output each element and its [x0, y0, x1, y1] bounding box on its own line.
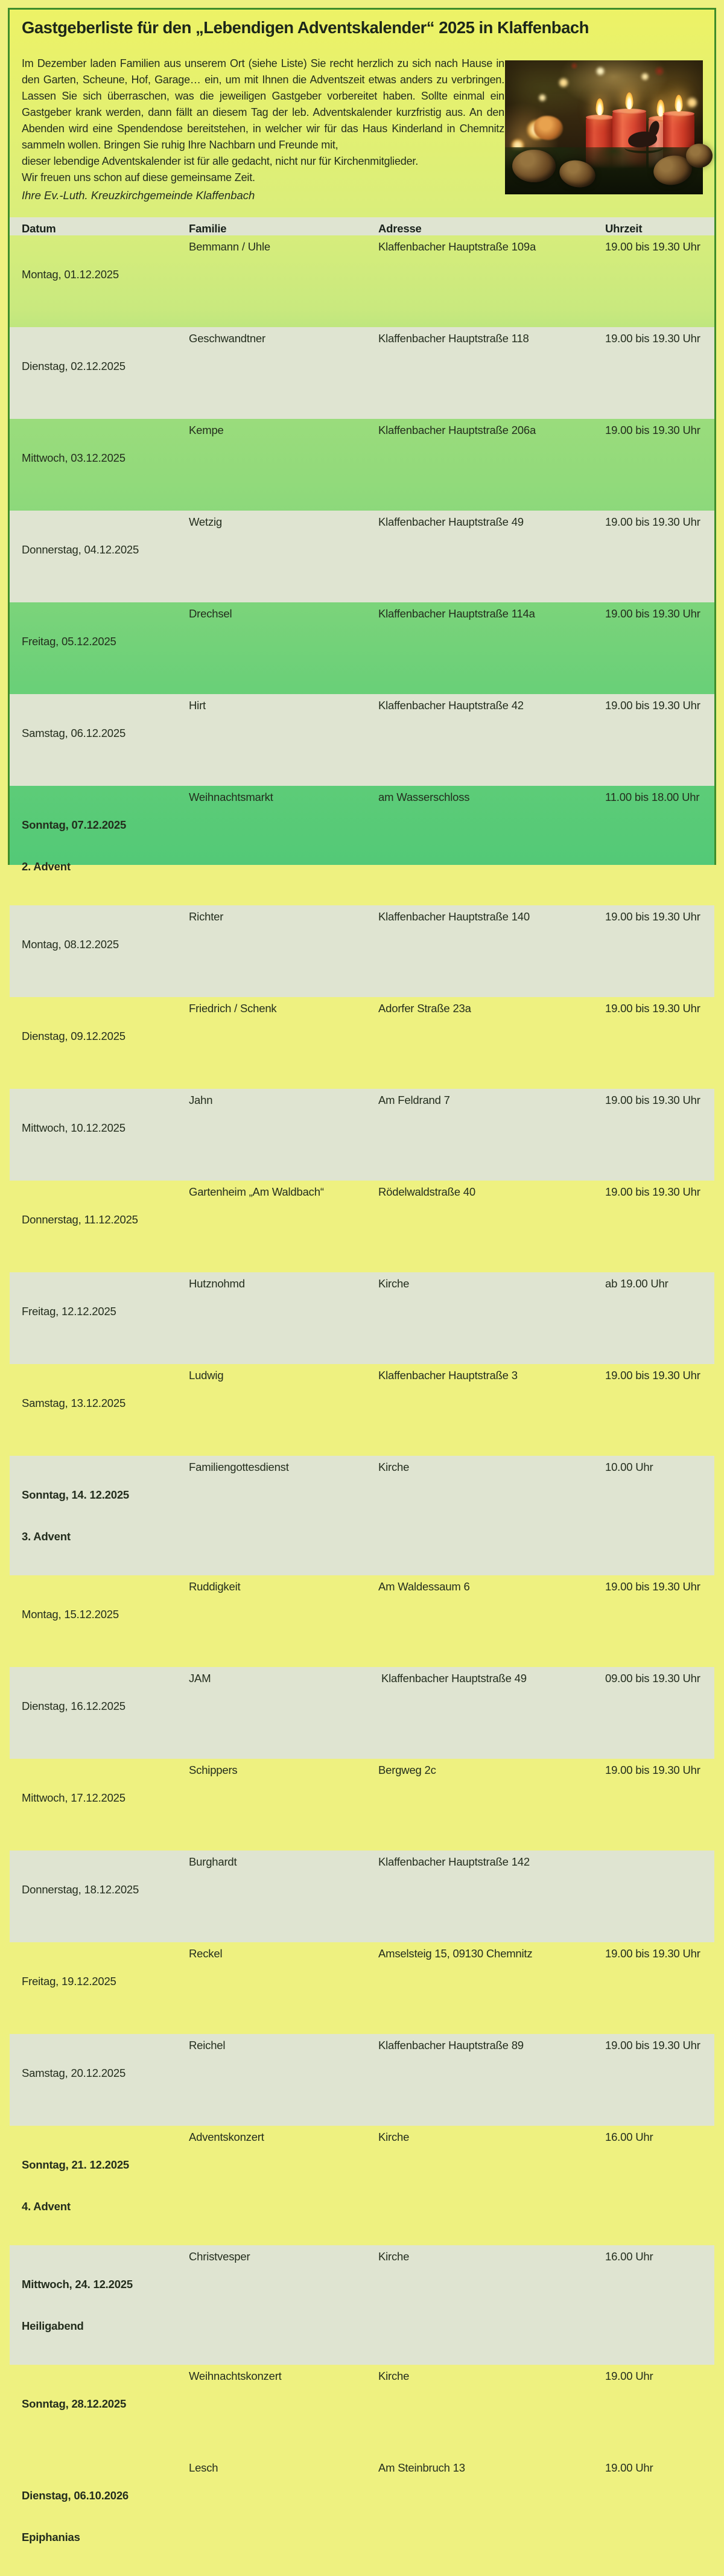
cell-uhrzeit: 19.00 bis 19.30 Uhr — [605, 607, 700, 620]
cell-datum: Samstag, 06.12.2025 — [22, 727, 126, 739]
cell-adresse: Klaffenbacher Hauptstraße 206a — [378, 424, 536, 436]
schedule-rows — [10, 235, 714, 2576]
cell-datum: Montag, 15.12.2025 — [22, 1608, 119, 1621]
pine-cone — [512, 150, 556, 182]
cell-adresse: Amselsteig 15, 09130 Chemnitz — [378, 1947, 533, 1960]
column-header-uhrzeit: Uhrzeit — [605, 222, 643, 235]
cell-adresse: Klaffenbacher Hauptstraße 142 — [378, 1855, 530, 1868]
column-header-adresse: Adresse — [378, 222, 422, 235]
cell-datum: Dienstag, 06.10.2026 Epiphanias — [22, 2489, 129, 2543]
cell-familie: Burghardt — [189, 1855, 237, 1868]
table-row — [10, 1851, 714, 1942]
table-row — [10, 905, 714, 997]
cell-uhrzeit: 19.00 bis 19.30 Uhr — [605, 1764, 700, 1776]
table-row — [10, 2456, 714, 2576]
cell-familie: Jahn — [189, 1094, 213, 1106]
cell-adresse: Am Waldessaum 6 — [378, 1580, 470, 1593]
cell-uhrzeit: 11.00 bis 18.00 Uhr — [605, 791, 700, 803]
table-row — [10, 1272, 714, 1364]
cell-familie: Familiengottesdienst — [189, 1461, 289, 1473]
table-row — [10, 997, 714, 1089]
table-row — [10, 2245, 714, 2365]
cell-adresse: Adorfer Straße 23a — [378, 1002, 471, 1015]
cell-datum: Montag, 08.12.2025 — [22, 938, 119, 951]
cell-uhrzeit: 19.00 bis 19.30 Uhr — [605, 424, 700, 436]
cell-datum: Dienstag, 02.12.2025 — [22, 360, 125, 372]
table-row — [10, 602, 714, 694]
cell-familie: Geschwandtner — [189, 332, 265, 345]
cell-uhrzeit — [605, 1851, 714, 1942]
bokeh-light — [595, 66, 605, 76]
cell-familie: Reichel — [189, 2039, 226, 2052]
cell-familie: Richter — [189, 910, 224, 923]
cell-adresse: Rödelwaldstraße 40 — [378, 1185, 475, 1198]
cell-datum: Mittwoch, 10.12.2025 — [22, 1121, 125, 1134]
candle-flame — [626, 92, 634, 109]
table-row — [10, 1575, 714, 1667]
cell-familie: Hutznohmd — [189, 1277, 245, 1290]
table-row — [10, 1667, 714, 1759]
cell-familie: Wetzig — [189, 515, 223, 528]
cell-uhrzeit: 19.00 bis 19.30 Uhr — [605, 1580, 700, 1593]
ornament-star — [534, 116, 563, 140]
column-header-datum: Datum — [22, 222, 56, 235]
table-row — [10, 235, 714, 327]
table-row — [10, 1089, 714, 1181]
table-header-row — [10, 217, 714, 235]
cell-datum: Sonntag, 28.12.2025 — [22, 2397, 127, 2410]
table-row — [10, 2126, 714, 2245]
cell-familie: Drechsel — [189, 607, 232, 620]
cell-familie: Friedrich / Schenk — [189, 1002, 277, 1015]
cell-uhrzeit: 19.00 bis 19.30 Uhr — [605, 1369, 700, 1382]
cell-uhrzeit: 10.00 Uhr — [605, 1461, 653, 1473]
table-row — [10, 786, 714, 905]
cell-datum: Dienstag, 09.12.2025 — [22, 1030, 125, 1042]
table-row — [10, 1181, 714, 1272]
cell-adresse: Kirche — [378, 2250, 410, 2263]
page-title: Gastgeberliste für den „Lebendigen Adventskalender“ 2025 in Klaffenbach — [22, 18, 589, 37]
cell-adresse: Kirche — [378, 2131, 410, 2143]
cell-familie: Hirt — [189, 699, 206, 712]
cell-adresse: am Wasserschloss — [378, 791, 470, 803]
cell-familie: Reckel — [189, 1947, 223, 1960]
cell-uhrzeit: 19.00 bis 19.30 Uhr — [605, 910, 700, 923]
cell-datum: Mittwoch, 24. 12.2025 Heiligabend — [22, 2278, 133, 2332]
cell-familie: Ruddigkeit — [189, 1580, 241, 1593]
cell-familie: Bemmann / Uhle — [189, 240, 270, 253]
cell-datum: Freitag, 05.12.2025 — [22, 635, 116, 648]
cell-uhrzeit: ab 19.00 Uhr — [605, 1277, 668, 1290]
cell-datum: Samstag, 13.12.2025 — [22, 1397, 126, 1409]
cell-datum: Freitag, 19.12.2025 — [22, 1975, 116, 1988]
bokeh-light — [686, 97, 698, 109]
candle-flame — [675, 95, 683, 112]
table-row — [10, 2034, 714, 2126]
cell-adresse: Bergweg 2c — [378, 1764, 436, 1776]
table-row — [10, 694, 714, 786]
cell-familie: Ludwig — [189, 1369, 224, 1382]
cell-adresse: Am Feldrand 7 — [378, 1094, 450, 1106]
table-row — [10, 1942, 714, 2034]
cell-uhrzeit: 19.00 bis 19.30 Uhr — [605, 1947, 700, 1960]
cell-familie: Weihnachtsmarkt — [189, 791, 273, 803]
table-row — [10, 1456, 714, 1575]
cell-familie: Schippers — [189, 1764, 238, 1776]
cell-datum: Sonntag, 21. 12.2025 4. Advent — [22, 2158, 130, 2213]
column-header-familie: Familie — [189, 222, 227, 235]
cell-familie: Gartenheim „Am Waldbach“ — [189, 1185, 324, 1198]
cell-uhrzeit: 19.00 bis 19.30 Uhr — [605, 332, 700, 345]
bokeh-light — [641, 72, 649, 81]
table-row — [10, 419, 714, 511]
cell-adresse: Kirche — [378, 1277, 410, 1290]
cell-uhrzeit: 19.00 bis 19.30 Uhr — [605, 1002, 700, 1015]
cell-uhrzeit: 19.00 bis 19.30 Uhr — [605, 240, 700, 253]
schedule-table — [10, 217, 714, 2576]
cell-adresse: Am Steinbruch 13 — [378, 2461, 465, 2474]
cell-familie: Christvesper — [189, 2250, 250, 2263]
cell-adresse: Klaffenbacher Hauptstraße 118 — [378, 332, 529, 345]
cell-familie: Weihnachtskonzert — [189, 2370, 282, 2382]
cell-adresse: Klaffenbacher Hauptstraße 140 — [378, 910, 530, 923]
cell-uhrzeit: 19.00 bis 19.30 Uhr — [605, 699, 700, 712]
cell-uhrzeit: 19.00 bis 19.30 Uhr — [605, 1094, 700, 1106]
cell-datum: Sonntag, 14. 12.2025 3. Advent — [22, 1488, 130, 1543]
bokeh-light — [538, 94, 547, 102]
cell-uhrzeit: 19.00 Uhr — [605, 2370, 653, 2382]
intro-paragraph — [22, 56, 504, 186]
cell-adresse: Kirche — [378, 1461, 410, 1473]
cell-familie: Lesch — [189, 2461, 218, 2474]
cell-adresse: Kirche — [378, 2370, 410, 2382]
advent-wreath-photo — [505, 60, 703, 194]
calendar-page — [8, 8, 716, 2543]
cell-uhrzeit: 09.00 bis 19.30 Uhr — [605, 1672, 700, 1685]
bokeh-light — [558, 77, 569, 88]
intro-text-line3: Wir freuen uns schon auf diese gemeinsame Zeit. — [22, 171, 255, 183]
cell-adresse: Klaffenbacher Hauptstraße 109a — [378, 240, 536, 253]
cell-uhrzeit: 19.00 bis 19.30 Uhr — [605, 1185, 700, 1198]
candle-flame — [596, 98, 604, 115]
cell-familie: JAM — [189, 1672, 211, 1685]
pine-cone — [686, 144, 713, 168]
cell-adresse: Klaffenbacher Hauptstraße 49 — [378, 1672, 527, 1685]
cell-adresse: Klaffenbacher Hauptstraße 89 — [378, 2039, 524, 2052]
table-row — [10, 511, 714, 602]
cell-datum: Donnerstag, 04.12.2025 — [22, 543, 139, 556]
intro-text-line2: dieser lebendige Adventskalender ist für alle gedacht, nicht nur für Kirchenmitglieder. — [22, 155, 418, 167]
cell-datum: Sonntag, 07.12.2025 2. Advent — [22, 818, 127, 873]
table-row — [10, 1759, 714, 1851]
cell-datum: Freitag, 12.12.2025 — [22, 1305, 116, 1318]
cell-datum: Donnerstag, 18.12.2025 — [22, 1883, 139, 1896]
cell-datum: Dienstag, 16.12.2025 — [22, 1700, 125, 1712]
cell-datum: Samstag, 20.12.2025 — [22, 2067, 126, 2079]
cell-datum: Mittwoch, 17.12.2025 — [22, 1791, 125, 1804]
cell-adresse: Klaffenbacher Hauptstraße 3 — [378, 1369, 518, 1382]
cell-uhrzeit: 16.00 Uhr — [605, 2131, 653, 2143]
cell-familie: Kempe — [189, 424, 224, 436]
cell-uhrzeit: 16.00 Uhr — [605, 2250, 653, 2263]
table-row — [10, 1364, 714, 1456]
cell-adresse: Klaffenbacher Hauptstraße 49 — [378, 515, 524, 528]
signature-line: Ihre Ev.-Luth. Kreuzkirchgemeinde Klaffenbach — [22, 189, 255, 202]
cell-uhrzeit: 19.00 Uhr — [605, 2461, 653, 2474]
cell-datum: Montag, 01.12.2025 — [22, 268, 119, 281]
table-row — [10, 327, 714, 419]
cell-adresse: Klaffenbacher Hauptstraße 114a — [378, 607, 535, 620]
cell-datum: Donnerstag, 11.12.2025 — [22, 1213, 138, 1226]
cell-uhrzeit: 19.00 bis 19.30 Uhr — [605, 515, 700, 528]
table-row — [10, 2365, 714, 2456]
cell-familie: Adventskonzert — [189, 2131, 264, 2143]
cell-adresse: Klaffenbacher Hauptstraße 42 — [378, 699, 524, 712]
cell-uhrzeit: 19.00 bis 19.30 Uhr — [605, 2039, 700, 2052]
intro-text-main: Im Dezember laden Familien aus unserem Ort (siehe Liste) Sie recht herzlich zu sich nach Hause in den Garten, Scheune, Hof, Garage… ein, um mit Ihnen die Adventszeit etwas anders zu verbringen. Lassen Sie sich überraschen, was die jeweiligen Gastgeber vorbereitet haben. Sollte einmal ein Gastgeber krank werden, dann fällt an diesem Tag der leb. Adventskalender kurzfristig aus. An den Abenden wird eine Spendendose bereitstehen, in welcher wir für das Haus Kinderland in Chemnitz sammeln wollen. Bringen Sie ruhig Ihre Nachbarn und Freunde mit, — [22, 57, 504, 151]
cell-datum: Mittwoch, 03.12.2025 — [22, 451, 125, 464]
